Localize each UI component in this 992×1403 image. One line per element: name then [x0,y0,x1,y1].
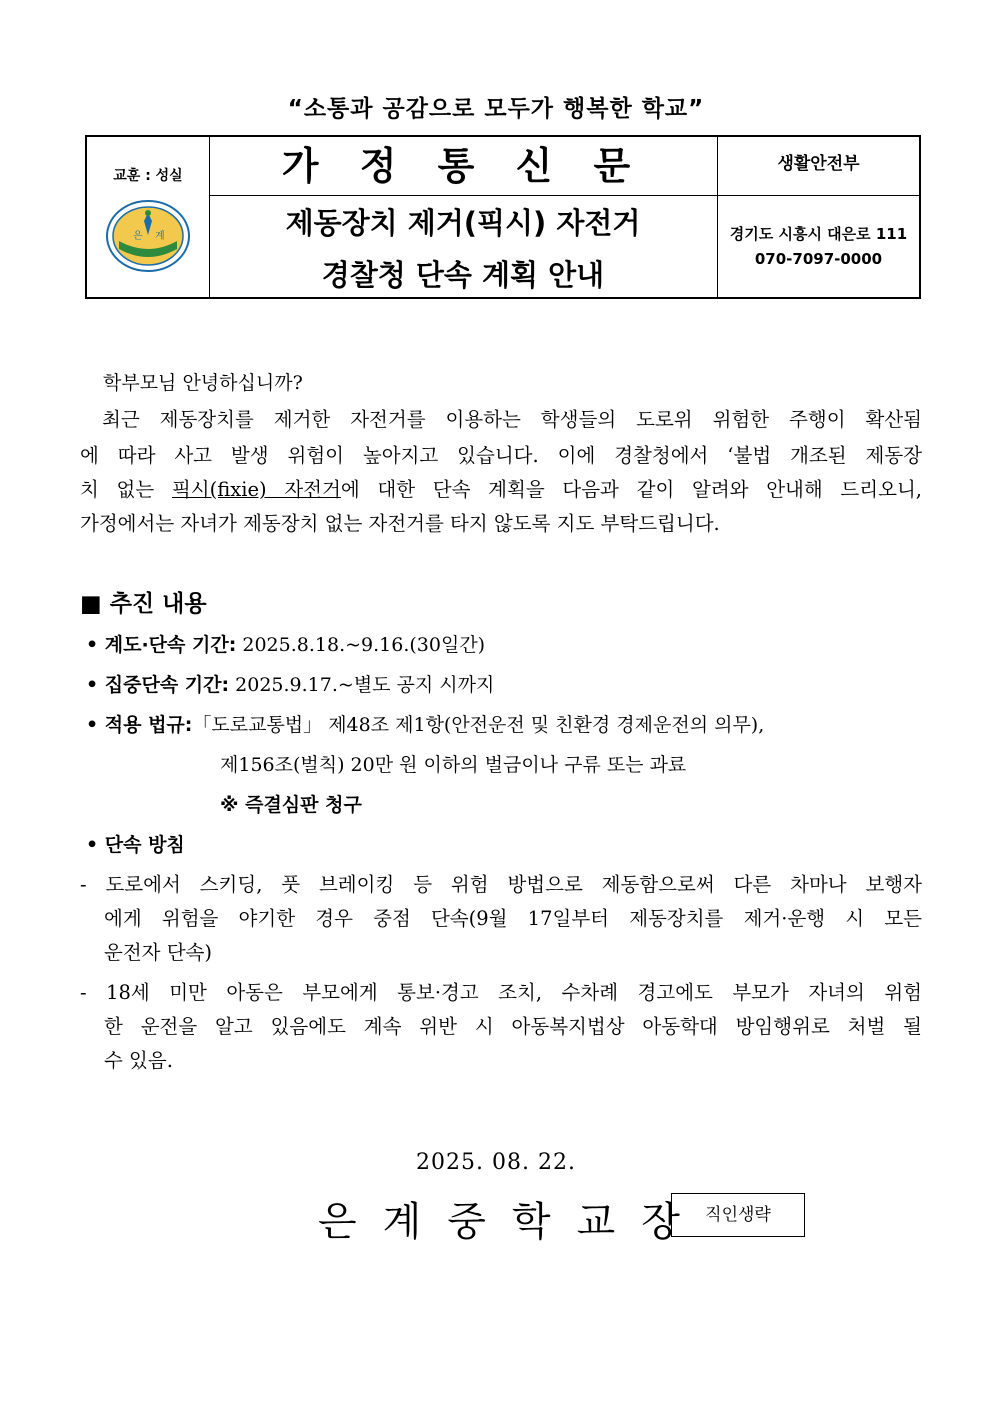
header-left-cell [87,137,210,297]
fixie-link-text: 픽시(fixie) 자전거 [171,478,341,501]
policy-1-line-1: - 도로에서 스키딩, 풋 브레이킹 등 위험 방법으로 제동함으로써 다른 차마나 보행자 [80,873,922,896]
header-department-cell [718,137,919,196]
newsletter-header [85,135,921,299]
law-value: 「도로교통법」 제48조 제1항(안전운전 및 친환경 경제운전의 의무), [192,714,765,736]
period-item [86,630,485,657]
intro-line-1: 최근 제동장치를 제거한 자전거를 이용하는 학생들의 도로위 위험한 주행이 확산됨 [102,408,922,431]
signer-name: 은계중학교장 [318,1199,706,1245]
policy-1-line-3: 운전자 단속) [104,941,212,964]
phone: 070-7097-0000 [754,250,883,268]
intro-line-2: 에 따라 사고 발생 위험이 높아지고 있습니다. 이에 경찰청에서 ‘불법 개조된 제동장 [80,444,922,467]
policy-2-line-3: 수 있음. [104,1049,173,1072]
subtitle-line1: 제동장치 제거(픽시) 자전거 [285,206,641,240]
stamp-box: 직인생략 [671,1193,805,1237]
department: 생활안전부 [777,154,860,174]
intro-line-3-post: 에 대한 단속 계획을 다음과 같이 알려와 안내해 드리오니, [340,478,922,501]
emblem-left-char: 은 [133,231,143,242]
school-motto: “소통과 공감으로 모두가 행복한 학교” [287,96,705,122]
focus-period-item [86,670,494,697]
policy-1-line-2: 에게 위험을 야기한 경우 중점 단속(9월 17일부터 제동장치를 제거·운행 시 모든 [104,907,922,930]
law-item [86,710,764,737]
emblem-right-char: 계 [155,231,165,242]
period-value: 2025.8.18.~9.16.(30일간) [242,634,486,656]
intro-line-3-pre: 치 없는 [80,478,172,501]
main-title: 가 정 통 신 문 [281,144,645,188]
focus-period-value: 2025.9.17.~별도 공지 시까지 [235,674,495,696]
section-title: ■ 추진 내용 [80,591,207,617]
period-label: • 계도·단속 기간: [86,634,237,656]
law-label: • 적용 법규: [86,714,193,736]
law-line-2: 제156조(벌칙) 20만 원 이하의 벌금이나 구류 또는 과료 [220,754,687,776]
intro-line-3 [80,474,922,502]
header-subtitle-cell [209,195,718,297]
greeting: 학부모님 안녕하십니까? [103,372,303,394]
intro-line-4: 가정에서는 자녀가 제동장치 없는 자전거를 타지 않도록 지도 부탁드립니다. [80,512,720,535]
policy-label: • 단속 방침 [86,834,185,856]
school-emblem-icon [105,199,191,273]
policy-2-line-2: 한 운전을 알고 있음에도 계속 위반 시 아동복지법상 아동학대 방임행위로 처벌 될 [104,1015,922,1038]
header-title-cell [209,137,718,196]
policy-2-line-1: - 18세 미만 아동은 부모에게 통보·경고 조치, 수차례 경고에도 부모가 자녀의 위험 [80,981,922,1004]
issue-date: 2025. 08. 22. [416,1150,576,1175]
focus-period-label: • 집중단속 기간: [86,674,230,696]
address: 경기도 시흥시 대은로 111 [729,225,908,243]
motto-label: 교훈 : 성실 [113,168,183,184]
header-contact-cell [718,195,919,297]
law-note: ※ 즉결심판 청구 [220,794,362,816]
subtitle-line2: 경찰청 단속 계획 안내 [321,258,605,292]
